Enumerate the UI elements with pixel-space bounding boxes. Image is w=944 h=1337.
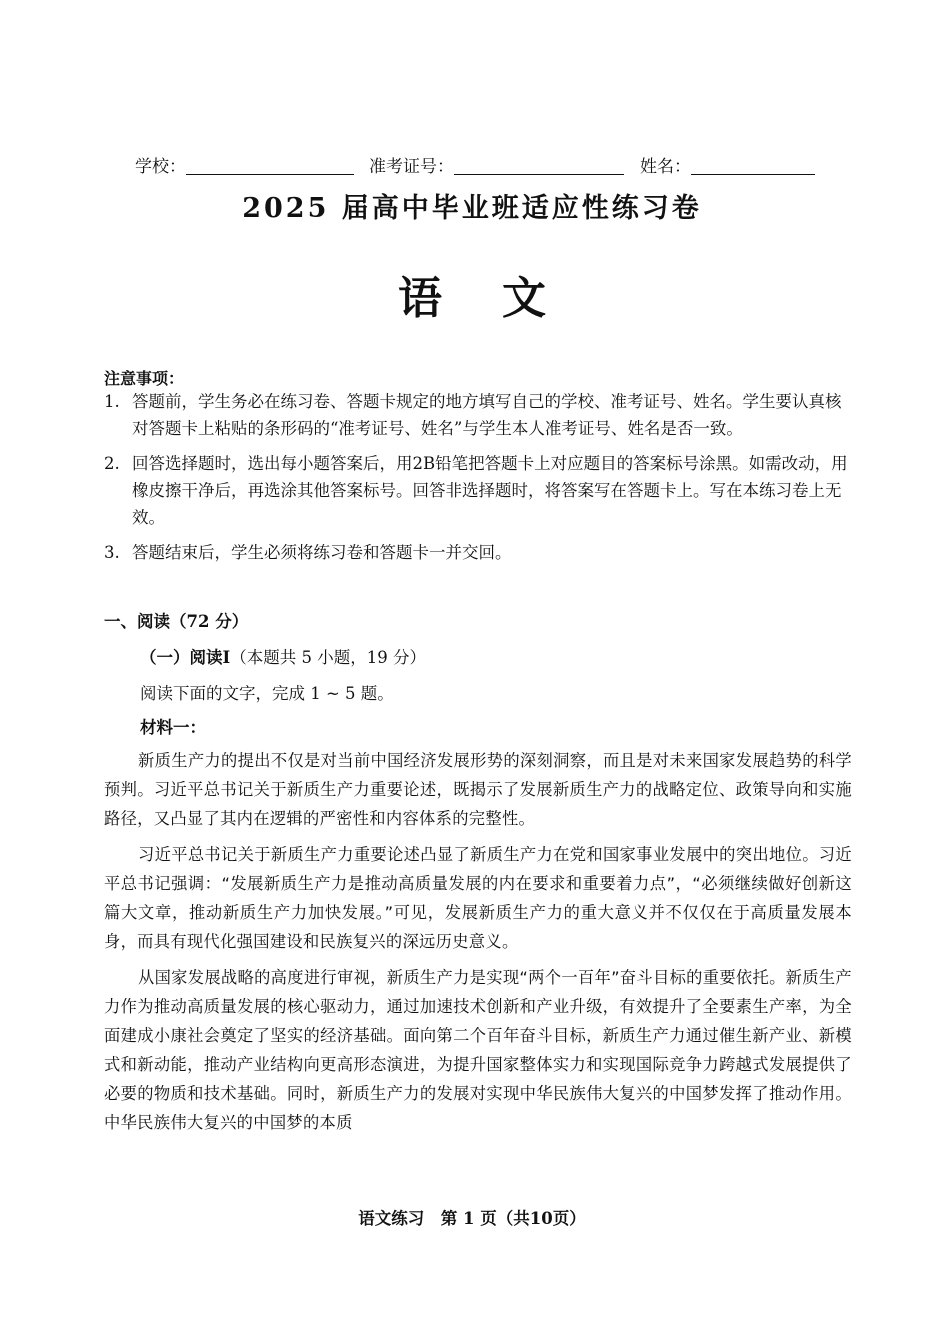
subject-title: 语文 bbox=[398, 273, 606, 324]
header-fields bbox=[135, 152, 835, 182]
notice-number: 1. bbox=[104, 392, 120, 411]
exam-title: 2025 届高中毕业班适应性练习卷 bbox=[242, 193, 702, 224]
exam-number-label: 准考证号： bbox=[369, 157, 454, 177]
name-label: 姓名： bbox=[640, 157, 691, 177]
name-field[interactable] bbox=[640, 152, 815, 177]
notice-heading: 注意事项： bbox=[104, 369, 185, 388]
notice-list bbox=[104, 388, 852, 574]
notice-text: 答题前，学生务必在练习卷、答题卡规定的地方填写自己的学校、准考证号、姓名。学生要认真核对答题卡上粘贴的条形码的“准考证号、姓名”与学生本人准考证号、姓名是否一致。 bbox=[132, 392, 842, 438]
school-label: 学校： bbox=[135, 157, 186, 177]
sub-section-heading bbox=[140, 644, 426, 668]
school-field[interactable] bbox=[135, 152, 354, 177]
notice-item bbox=[104, 539, 852, 566]
paragraph: 新质生产力的提出不仅是对当前中国经济发展形势的深刻洞察，而且是对未来国家发展趋势的科学预判。习近平总书记关于新质生产力重要论述，既揭示了发展新质生产力的战略定位、政策导向和实施路径，又凸显了其内在逻辑的严密性和内容体系的完整性。 bbox=[104, 751, 852, 828]
notice-number: 2. bbox=[104, 454, 120, 473]
paragraph: 从国家发展战略的高度进行审视，新质生产力是实现“两个一百年”奋斗目标的重要依托。新质生产力作为推动高质量发展的核心驱动力，通过加速技术创新和产业升级，有效提升了全要素生产率，为全面建成小康社会奠定了坚实的经济基础。面向第二个百年奋斗目标，新质生产力通过催生新产业、新模式和新动能，推动产业结构向更高形态演进，为提升国家整体实力和实现国际竞争力跨越式发展提供了必要的物质和技术基础。同时，新质生产力的发展对实现中华民族伟大复兴的中国梦发挥了推动作用。中华民族伟大复兴的中国梦的本质 bbox=[104, 968, 852, 1132]
name-blank[interactable] bbox=[691, 156, 815, 175]
reading-instruction: 阅读下面的文字，完成 1 ~ 5 题。 bbox=[140, 684, 394, 703]
school-blank[interactable] bbox=[186, 156, 354, 175]
notice-text: 答题结束后，学生必须将练习卷和答题卡一并交回。 bbox=[132, 543, 512, 562]
notice-item bbox=[104, 388, 852, 442]
sub-section-note: （本题共 5 小题，19 分） bbox=[230, 648, 426, 667]
notice-number: 3. bbox=[104, 543, 120, 562]
notice-item bbox=[104, 450, 852, 531]
sub-section-title: （一）阅读Ⅰ bbox=[140, 648, 231, 667]
material-text bbox=[104, 746, 852, 1144]
paragraph: 习近平总书记关于新质生产力重要论述凸显了新质生产力在党和国家事业发展中的突出地位。习近平总书记强调：“发展新质生产力是推动高质量发展的内在要求和重要着力点”，“必须继续做好创新这篇大文章，推动新质生产力加快发展。”可见，发展新质生产力的重大意义并不仅仅在于高质量发展本身，而具有现代化强国建设和民族复兴的深远历史意义。 bbox=[104, 845, 852, 951]
page-footer: 语文练习 第 1 页（共10页） bbox=[358, 1209, 586, 1228]
notice-text: 回答选择题时，选出每小题答案后，用2B铅笔把答题卡上对应题目的答案标号涂黑。如需改动，用橡皮擦干净后，再选涂其他答案标号。回答非选择题时，将答案写在答题卡上。写在本练习卷上无效。 bbox=[132, 454, 848, 527]
material-label: 材料一： bbox=[140, 718, 206, 737]
exam-number-blank[interactable] bbox=[454, 156, 624, 175]
section-heading: 一、阅读（72 分） bbox=[104, 612, 249, 631]
exam-number-field[interactable] bbox=[369, 152, 624, 177]
